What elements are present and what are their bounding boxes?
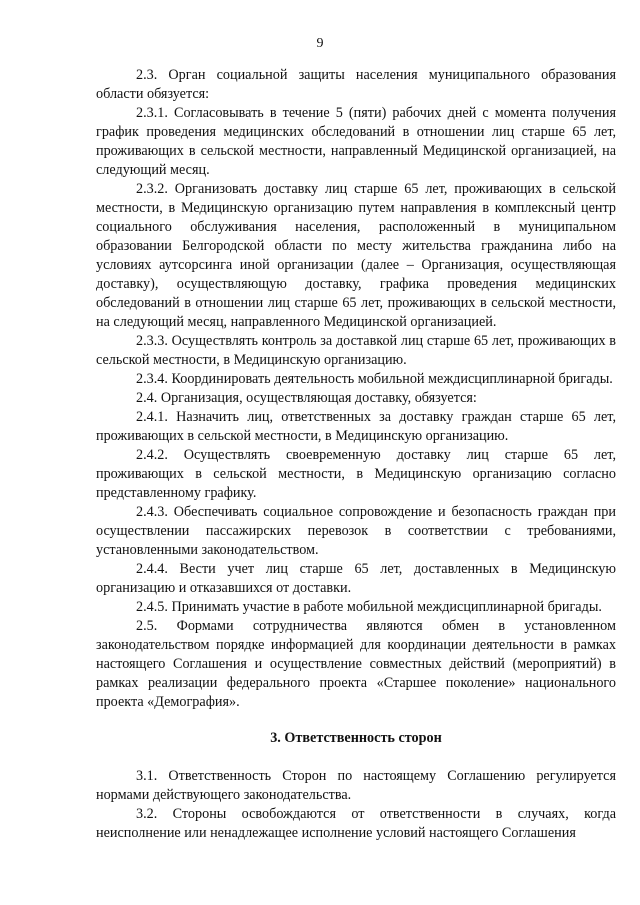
paragraph-2-3: 2.3. Орган социальной защиты населения муниципального образования области обязуется: xyxy=(96,67,616,102)
paragraph-3-2: 3.2. Стороны освобождаются от ответственности в случаях, когда неисполнение или ненадлежащее исполнение условий настоящего Соглашения xyxy=(96,806,616,841)
paragraph-2-3-4: 2.3.4. Координировать деятельность мобильной междисциплинарной бригады. xyxy=(136,371,613,387)
paragraph-2-5: 2.5. Формами сотрудничества являются обмен в установленном законодательством порядке информацией для координации деятельности в рамках настоящего Соглашения и осуществление совместных действий (мероприятий) в рамках реализации федерального проекта «Старшее поколение» национального проекта «Демография». xyxy=(96,618,616,710)
paragraph-2-3-1: 2.3.1. Согласовывать в течение 5 (пяти) рабочих дней с момента получения график проведения медицинских обследований в отношении лиц старше 65 лет, проживающих в сельской местности, направленный Медицинской организацией, на следующий месяц. xyxy=(96,105,616,178)
paragraph-2-4-5: 2.4.5. Принимать участие в работе мобильной междисциплинарной бригады. xyxy=(136,599,602,615)
document-body xyxy=(96,66,616,843)
section-heading: 3. Ответственность сторон xyxy=(270,730,442,746)
paragraph-2-3-2: 2.3.2. Организовать доставку лиц старше 65 лет, проживающих в сельской местности, в Медицинскую организацию путем направления в комплексный центр социального обслуживания населения, расположенный в муниципальном образовании Белгородской области по месту жительства гражданина либо на условиях аутсорсинга иной организации (далее – Организация, осуществляющая доставку), осуществляющую доставку, графика проведения медицинских обследований в отношении лиц старше 65 лет, проживающих в сельской местности, на следующий месяц, направленного Медицинской организацией. xyxy=(96,181,616,330)
paragraph-2-4: 2.4. Организация, осуществляющая доставку, обязуется: xyxy=(136,390,477,406)
paragraph-2-4-1: 2.4.1. Назначить лиц, ответственных за доставку граждан старше 65 лет, проживающих в сельской местности, в Медицинскую организацию. xyxy=(96,409,616,444)
paragraph-2-4-4: 2.4.4. Вести учет лиц старше 65 лет, доставленных в Медицинскую организацию и отказавшихся от доставки. xyxy=(96,561,616,596)
paragraph-2-4-3: 2.4.3. Обеспечивать социальное сопровождение и безопасность граждан при осуществлении пассажирских перевозок в соответствии с требованиями, установленными законодательством. xyxy=(96,504,616,558)
paragraph-2-4-2: 2.4.2. Осуществлять своевременную доставку лиц старше 65 лет, проживающих в сельской местности, в Медицинскую организацию согласно представленному графику. xyxy=(96,447,616,501)
paragraph-2-3-3: 2.3.3. Осуществлять контроль за доставкой лиц старше 65 лет, проживающих в сельской местности, в Медицинскую организацию. xyxy=(96,333,616,368)
paragraph-3-1: 3.1. Ответственность Сторон по настоящему Соглашению регулируется нормами действующего законодательства. xyxy=(96,768,616,803)
page-number: 9 xyxy=(316,36,324,51)
